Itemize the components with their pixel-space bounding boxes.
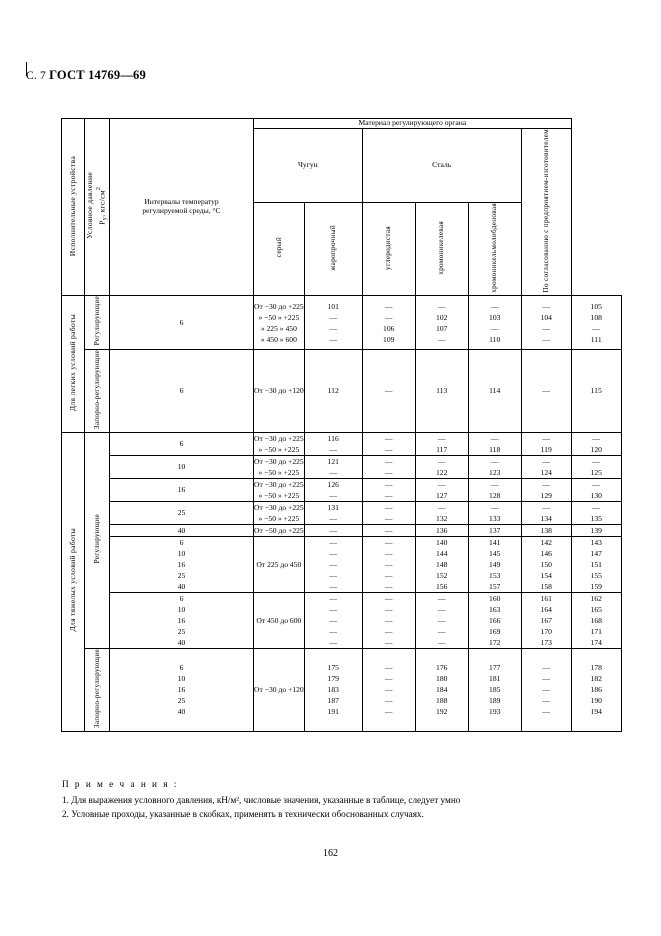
pressure-cell: 6 10 16 25 40 bbox=[110, 592, 254, 648]
kind-label: Запорно-регулирующие bbox=[85, 648, 110, 731]
temperature-cell: От −30 до +225 » −50 » +225 » 225 » 450 » 450 » 600 bbox=[254, 296, 305, 349]
value-carbon: 136 bbox=[415, 524, 468, 536]
value-carbon: 176 180 184 188 192 bbox=[415, 648, 468, 731]
value-grey: 175 179 183 187 191 bbox=[304, 648, 362, 731]
temperature-cell: От −50 до +225 bbox=[254, 525, 304, 535]
table-row bbox=[62, 648, 622, 731]
temperature-cell: От −30 до +120 bbox=[254, 349, 305, 432]
value-grey: 101 — — — bbox=[304, 296, 362, 349]
pressure-cell: 25 bbox=[110, 501, 254, 524]
temperature-cell: От 450 до 600 bbox=[254, 592, 305, 648]
col-header-device: Исполнительные устройства bbox=[62, 119, 85, 296]
value-chromemoly: 138 bbox=[521, 524, 571, 536]
kind-label: Регулирующие bbox=[85, 296, 110, 349]
value-chrome: 114 bbox=[468, 349, 521, 432]
kind-label: Запорно-регулирующие bbox=[85, 349, 110, 432]
table-row bbox=[62, 501, 622, 524]
value-carbon: — 127 bbox=[415, 478, 468, 501]
col-header-ductile: жаропрочный bbox=[304, 202, 362, 296]
value-chromemoly: — 104 — — bbox=[521, 296, 571, 349]
table-row bbox=[62, 592, 622, 648]
kind-label: Регулирующие bbox=[85, 432, 110, 648]
value-chromemoly: — bbox=[521, 349, 571, 432]
value-agreed: 143 147 151 155 159 bbox=[571, 536, 621, 592]
value-agreed: — 135 bbox=[571, 501, 621, 524]
value-grey: 131 — bbox=[304, 501, 362, 524]
value-chromemoly: — — — — — bbox=[521, 648, 571, 731]
specification-table bbox=[61, 118, 622, 732]
table-row bbox=[62, 349, 622, 432]
value-grey: 121 — bbox=[304, 455, 362, 478]
pressure-cell: 40 bbox=[110, 524, 254, 536]
value-ductile: — bbox=[362, 349, 415, 432]
col-header-chromemoly: хромоникельмолибденовая bbox=[468, 202, 521, 296]
value-ductile: — — bbox=[362, 432, 415, 455]
temperature-cell: От −30 до +225 » −50 » +225 bbox=[254, 456, 304, 477]
value-ductile: — — — — — bbox=[362, 536, 415, 592]
value-chromemoly: — 134 bbox=[521, 501, 571, 524]
value-carbon: — 102 107 — bbox=[415, 296, 468, 349]
col-header-chrome: хромоникелевая bbox=[415, 202, 468, 296]
value-carbon: — 117 bbox=[415, 432, 468, 455]
value-chrome: — 103 — 110 bbox=[468, 296, 521, 349]
group-steel: Сталь bbox=[362, 128, 521, 202]
pressure-cell: 6 10 16 25 40 bbox=[110, 648, 254, 731]
value-grey: — bbox=[304, 524, 362, 536]
col-header-material: Материал регулирующего органа bbox=[254, 119, 572, 129]
value-chrome: — 118 bbox=[468, 432, 521, 455]
side-label: Для тяжелых условий работы bbox=[62, 432, 85, 731]
value-chrome: 177 181 185 189 193 bbox=[468, 648, 521, 731]
value-agreed: 115 bbox=[571, 349, 621, 432]
value-chrome: — 133 bbox=[468, 501, 521, 524]
value-chromemoly: — 129 bbox=[521, 478, 571, 501]
page-label: С. 7 bbox=[26, 70, 46, 82]
value-carbon: — — — — — bbox=[415, 592, 468, 648]
note-2: 2. Условные проходы, указанные в скобках, применять в технически обоснованных случаях. bbox=[62, 808, 424, 819]
value-ductile: — — bbox=[362, 455, 415, 478]
value-agreed: — 125 bbox=[571, 455, 621, 478]
value-chrome: — 123 bbox=[468, 455, 521, 478]
pressure-cell: 10 bbox=[110, 455, 254, 478]
table-header-row bbox=[62, 119, 622, 129]
value-carbon: — 122 bbox=[415, 455, 468, 478]
col-header-interval: Интервалы температур регулируемой среды, °С bbox=[110, 119, 254, 296]
table-row bbox=[62, 478, 622, 501]
value-agreed: — 130 bbox=[571, 478, 621, 501]
value-grey: 116 — bbox=[304, 432, 362, 455]
value-chrome: — 128 bbox=[468, 478, 521, 501]
table-row bbox=[62, 296, 622, 349]
value-carbon: 140 144 148 152 156 bbox=[415, 536, 468, 592]
note-1: 1. Для выражения условного давления, кН/м², числовые значения, указанные в таблице, следует умно bbox=[62, 794, 461, 805]
value-ductile: — — — — — bbox=[362, 648, 415, 731]
value-agreed: 162 165 168 171 174 bbox=[571, 592, 621, 648]
value-grey: 112 bbox=[304, 349, 362, 432]
value-agreed: 139 bbox=[571, 524, 621, 536]
value-chrome: 141 145 149 153 157 bbox=[468, 536, 521, 592]
temperature-cell: От −30 до +225 » −50 » +225 bbox=[254, 479, 304, 500]
pressure-cell: 6 bbox=[110, 432, 254, 455]
page-number: 162 bbox=[323, 848, 338, 859]
col-header-grey: серый bbox=[254, 202, 305, 296]
table-row bbox=[62, 455, 622, 478]
page-header bbox=[26, 68, 146, 83]
value-agreed: 105 108 — 111 bbox=[571, 296, 621, 349]
table-row bbox=[62, 536, 622, 592]
table-row bbox=[62, 524, 622, 536]
value-ductile: — — bbox=[362, 501, 415, 524]
value-chromemoly: 142 146 150 154 158 bbox=[521, 536, 571, 592]
value-ductile: — bbox=[362, 524, 415, 536]
value-grey: — — — — — bbox=[304, 592, 362, 648]
temperature-cell: От −30 до +225 » −50 » +225 bbox=[254, 433, 304, 454]
col-header-carbon: углеродистая bbox=[362, 202, 415, 296]
value-ductile: — — — — — bbox=[362, 592, 415, 648]
temperature-cell: От −30 до +120 bbox=[254, 648, 305, 731]
group-cast-iron: Чугун bbox=[254, 128, 363, 202]
pressure-cell: 16 bbox=[110, 478, 254, 501]
temperature-cell: От 225 до 450 bbox=[254, 536, 305, 592]
value-agreed: — 120 bbox=[571, 432, 621, 455]
value-carbon: — 132 bbox=[415, 501, 468, 524]
value-chrome: 160 163 166 169 172 bbox=[468, 592, 521, 648]
notes-block bbox=[62, 778, 622, 821]
table-row bbox=[62, 432, 622, 455]
notes-title: П р и м е ч а н и я : bbox=[62, 779, 179, 789]
col-header-agreed: По согласованию с предприятием-изготовителем bbox=[521, 128, 571, 295]
value-carbon: 113 bbox=[415, 349, 468, 432]
pressure-cell: 6 10 16 25 40 bbox=[110, 536, 254, 592]
value-chromemoly: 161 164 167 170 173 bbox=[521, 592, 571, 648]
pressure-cell: 6 bbox=[110, 296, 254, 349]
value-chromemoly: — 124 bbox=[521, 455, 571, 478]
value-agreed: 178 182 186 190 194 bbox=[571, 648, 621, 731]
value-grey: 126 — bbox=[304, 478, 362, 501]
col-header-pressure: Условное давление $P_у$, кгс/$см^2$ bbox=[85, 119, 110, 296]
pressure-cell: 6 bbox=[110, 349, 254, 432]
side-label: Для легких условий работы bbox=[62, 296, 85, 432]
value-ductile: — — 106 109 bbox=[362, 296, 415, 349]
value-chrome: 137 bbox=[468, 524, 521, 536]
temperature-cell: От −30 до +225 » −50 » +225 bbox=[254, 502, 304, 523]
value-grey: — — — — — bbox=[304, 536, 362, 592]
value-ductile: — — bbox=[362, 478, 415, 501]
standard-number: ГОСТ 14769—69 bbox=[49, 68, 146, 82]
value-chromemoly: — 119 bbox=[521, 432, 571, 455]
